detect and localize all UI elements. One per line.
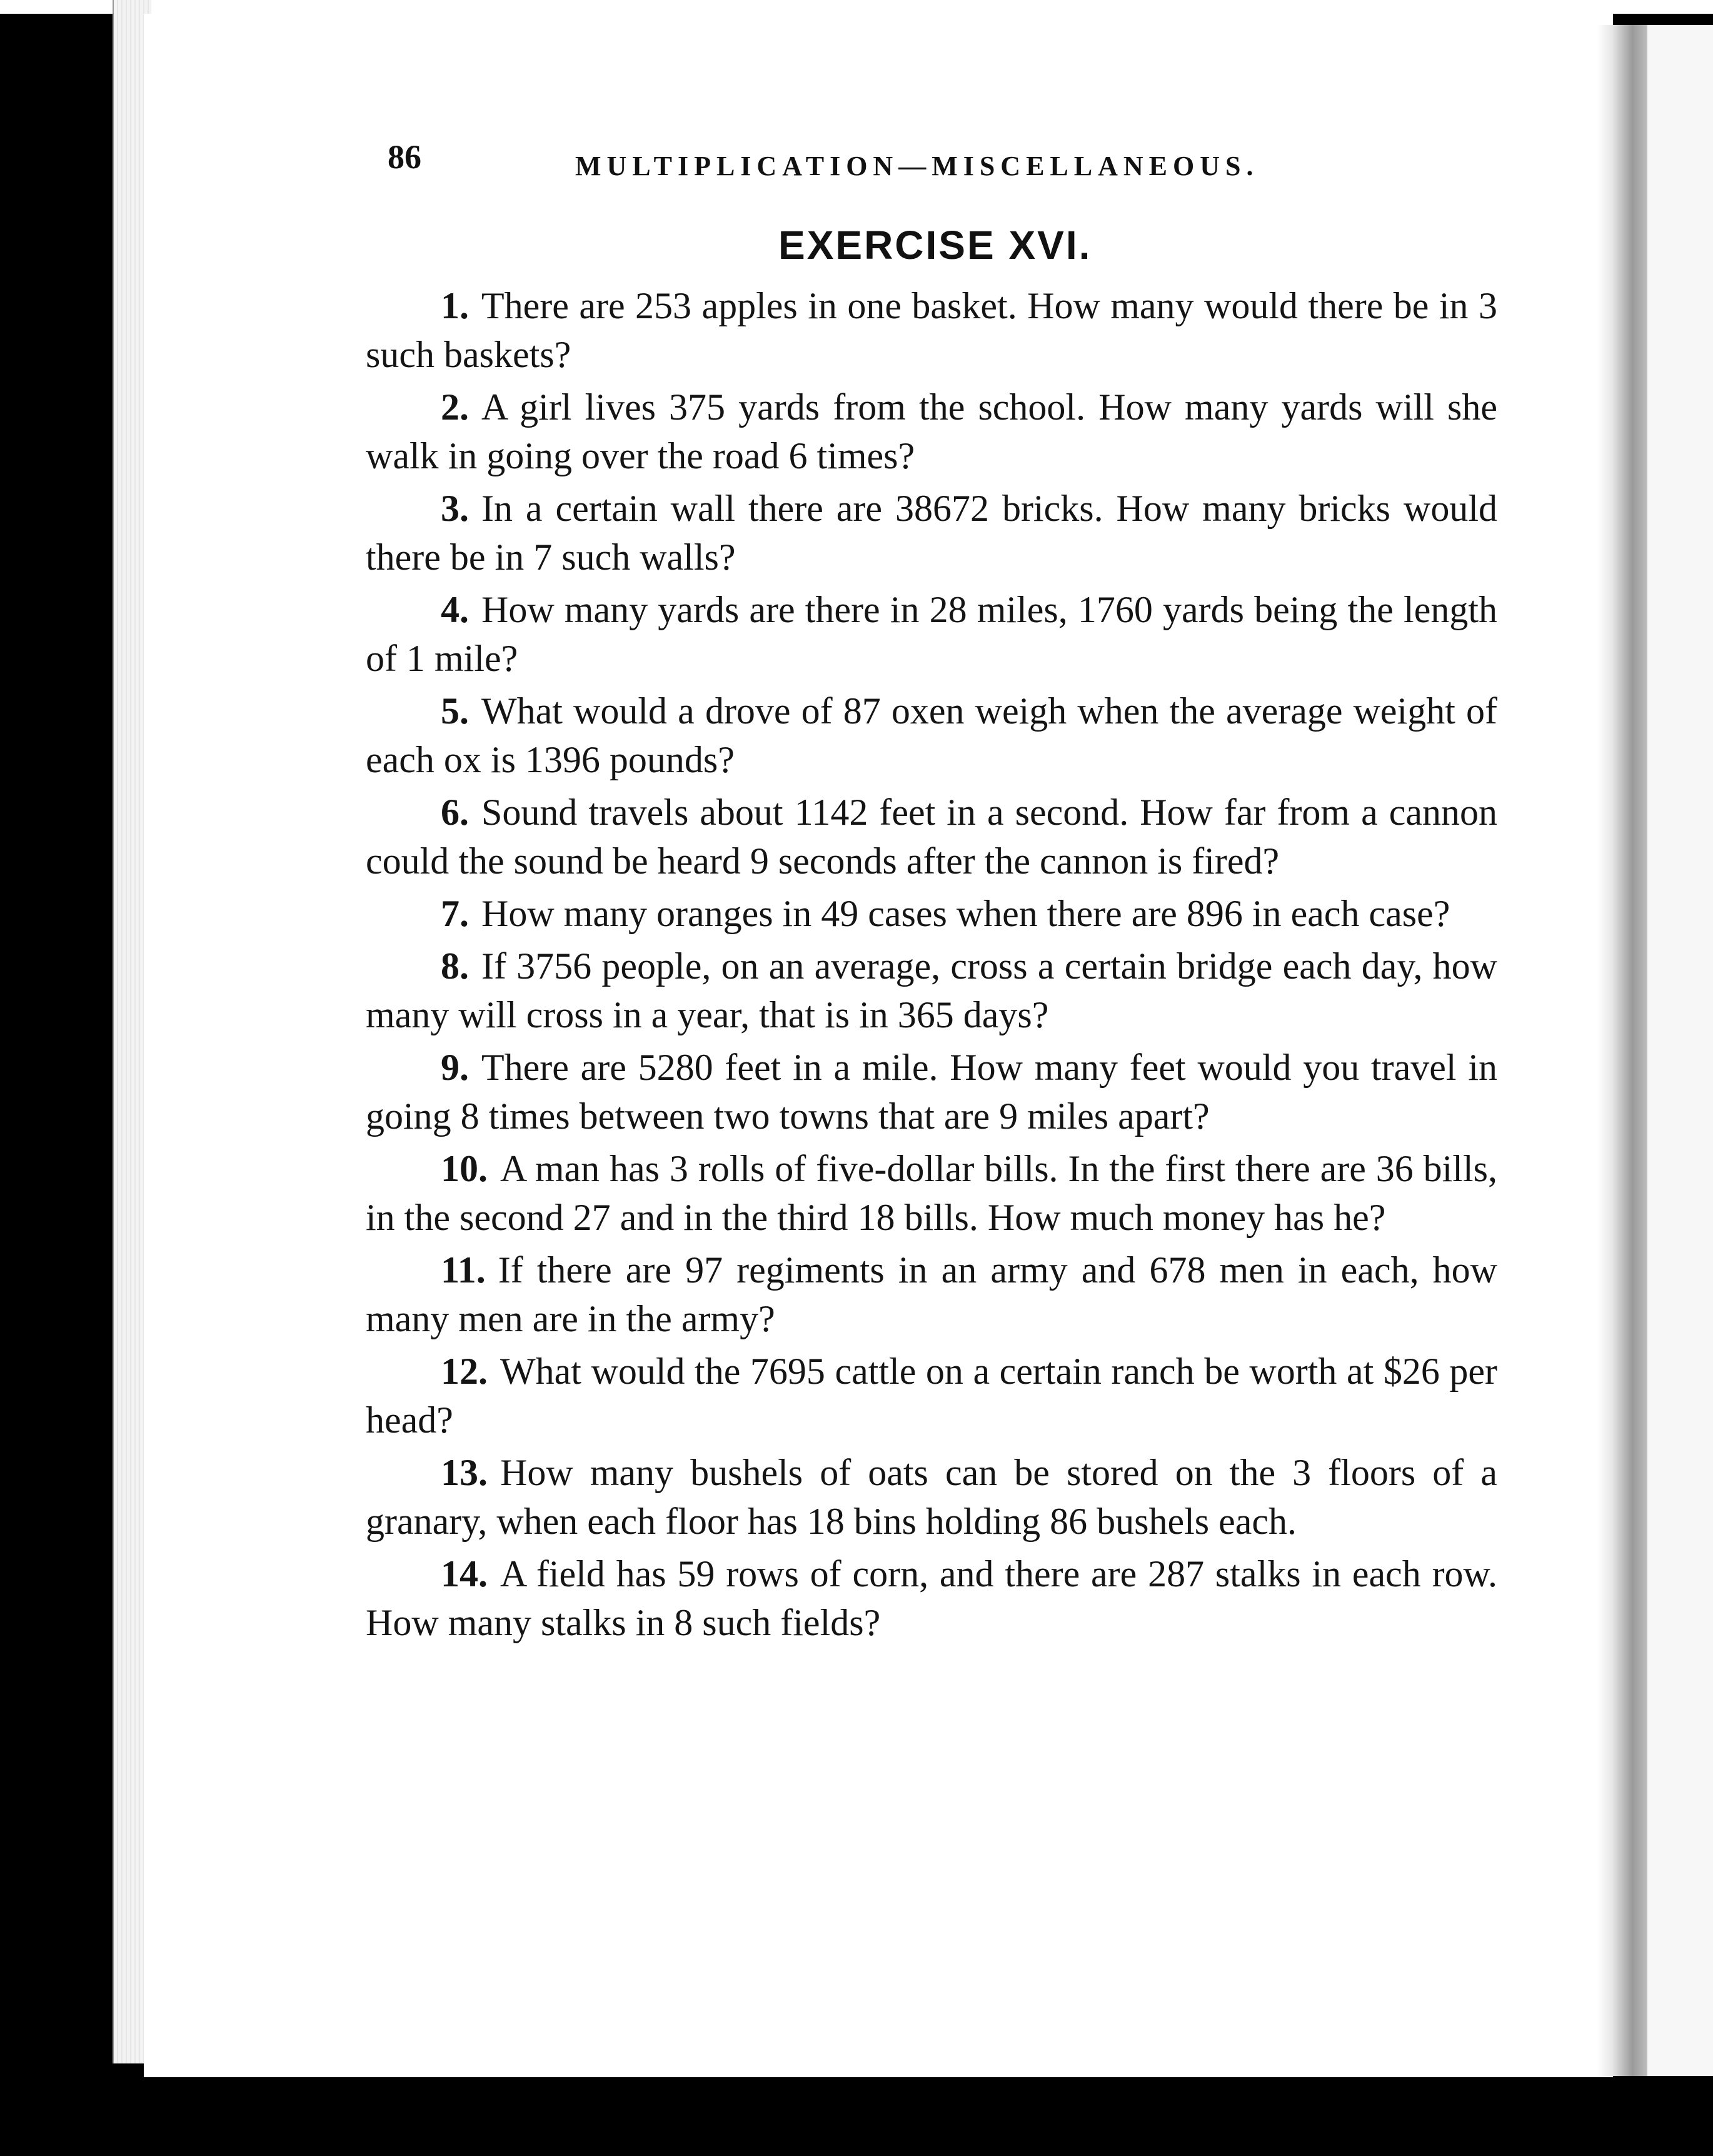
problem-number: 13.	[441, 1452, 488, 1493]
scan-bottom-margin	[0, 2077, 1713, 2156]
problem-number: 9.	[441, 1047, 469, 1088]
problem-text: Sound travels about 1142 feet in a second. How far from a cannon could the sound be heard 9 seconds after the cannon is fired?	[366, 792, 1497, 882]
problem-number: 12.	[441, 1351, 488, 1392]
running-head: MULTIPLICATION—MISCELLANEOUS.	[575, 151, 1259, 181]
problem-4	[366, 585, 1497, 683]
problem-text: There are 253 apples in one basket. How many would there be in 3 such baskets?	[366, 285, 1497, 375]
problem-text: There are 5280 feet in a mile. How many feet would you travel in going 8 times between two towns that are 9 miles apart?	[366, 1047, 1497, 1137]
page-number: 86	[388, 138, 421, 176]
problem-7	[366, 889, 1497, 938]
problem-text: How many yards are there in 28 miles, 1760 yards being the length of 1 mile?	[366, 589, 1497, 679]
problem-number: 7.	[441, 893, 469, 934]
problem-6	[366, 788, 1497, 885]
problem-text: How many oranges in 49 cases when there are 896 in each case?	[481, 893, 1450, 934]
scan-top-margin	[0, 0, 1713, 14]
problem-text: If there are 97 regiments in an army and 678 men in each, how many men are in the army?	[366, 1249, 1497, 1339]
problem-number: 8.	[441, 945, 469, 987]
page-header	[388, 131, 1575, 200]
problem-text: A field has 59 rows of corn, and there are 287 stalks in each row. How many stalks in 8 such fields?	[366, 1553, 1497, 1643]
problem-text: What would a drove of 87 oxen weigh when the average weight of each ox is 1396 pounds?	[366, 690, 1497, 780]
problem-number: 14.	[441, 1553, 488, 1594]
problem-11	[366, 1246, 1497, 1343]
problem-number: 4.	[441, 589, 469, 630]
problem-8	[366, 942, 1497, 1039]
problem-10	[366, 1144, 1497, 1242]
problem-text: A man has 3 rolls of five-dollar bills. In the first there are 36 bills, in the second 27 and in the third 18 bills. How much money has he?	[366, 1148, 1497, 1238]
problem-number: 1.	[441, 285, 469, 326]
problem-1	[366, 281, 1497, 379]
book-gutter	[1597, 25, 1647, 2076]
problem-number: 11.	[441, 1249, 486, 1291]
problem-text: In a certain wall there are 38672 bricks. How many bricks would there be in 7 such walls?	[366, 488, 1497, 578]
problem-text: A girl lives 375 yards from the school. How many yards will she walk in going over the road 6 times?	[366, 386, 1497, 476]
next-page-edge	[1647, 25, 1713, 2076]
problem-2	[366, 383, 1497, 480]
problem-12	[366, 1347, 1497, 1444]
exercise-title: EXERCISE XVI.	[778, 223, 1092, 268]
problem-number: 5.	[441, 690, 469, 732]
problem-number: 3.	[441, 488, 469, 529]
problem-14	[366, 1549, 1497, 1647]
problem-number: 2.	[441, 386, 469, 428]
problem-text: How many bushels of oats can be stored on the 3 floors of a granary, when each floor has 18 bins holding 86 bushels each.	[366, 1452, 1497, 1542]
problem-number: 10.	[441, 1148, 488, 1189]
problem-number: 6.	[441, 792, 469, 833]
problem-text: What would the 7695 cattle on a certain ranch be worth at $26 per head?	[366, 1351, 1497, 1441]
problem-3	[366, 484, 1497, 582]
problem-5	[366, 687, 1497, 784]
problem-13	[366, 1448, 1497, 1546]
problem-text: If 3756 people, on an average, cross a certain bridge each day, how many will cross in a year, that is in 365 days?	[366, 945, 1497, 1035]
problem-list	[366, 281, 1497, 1970]
problem-9	[366, 1043, 1497, 1141]
